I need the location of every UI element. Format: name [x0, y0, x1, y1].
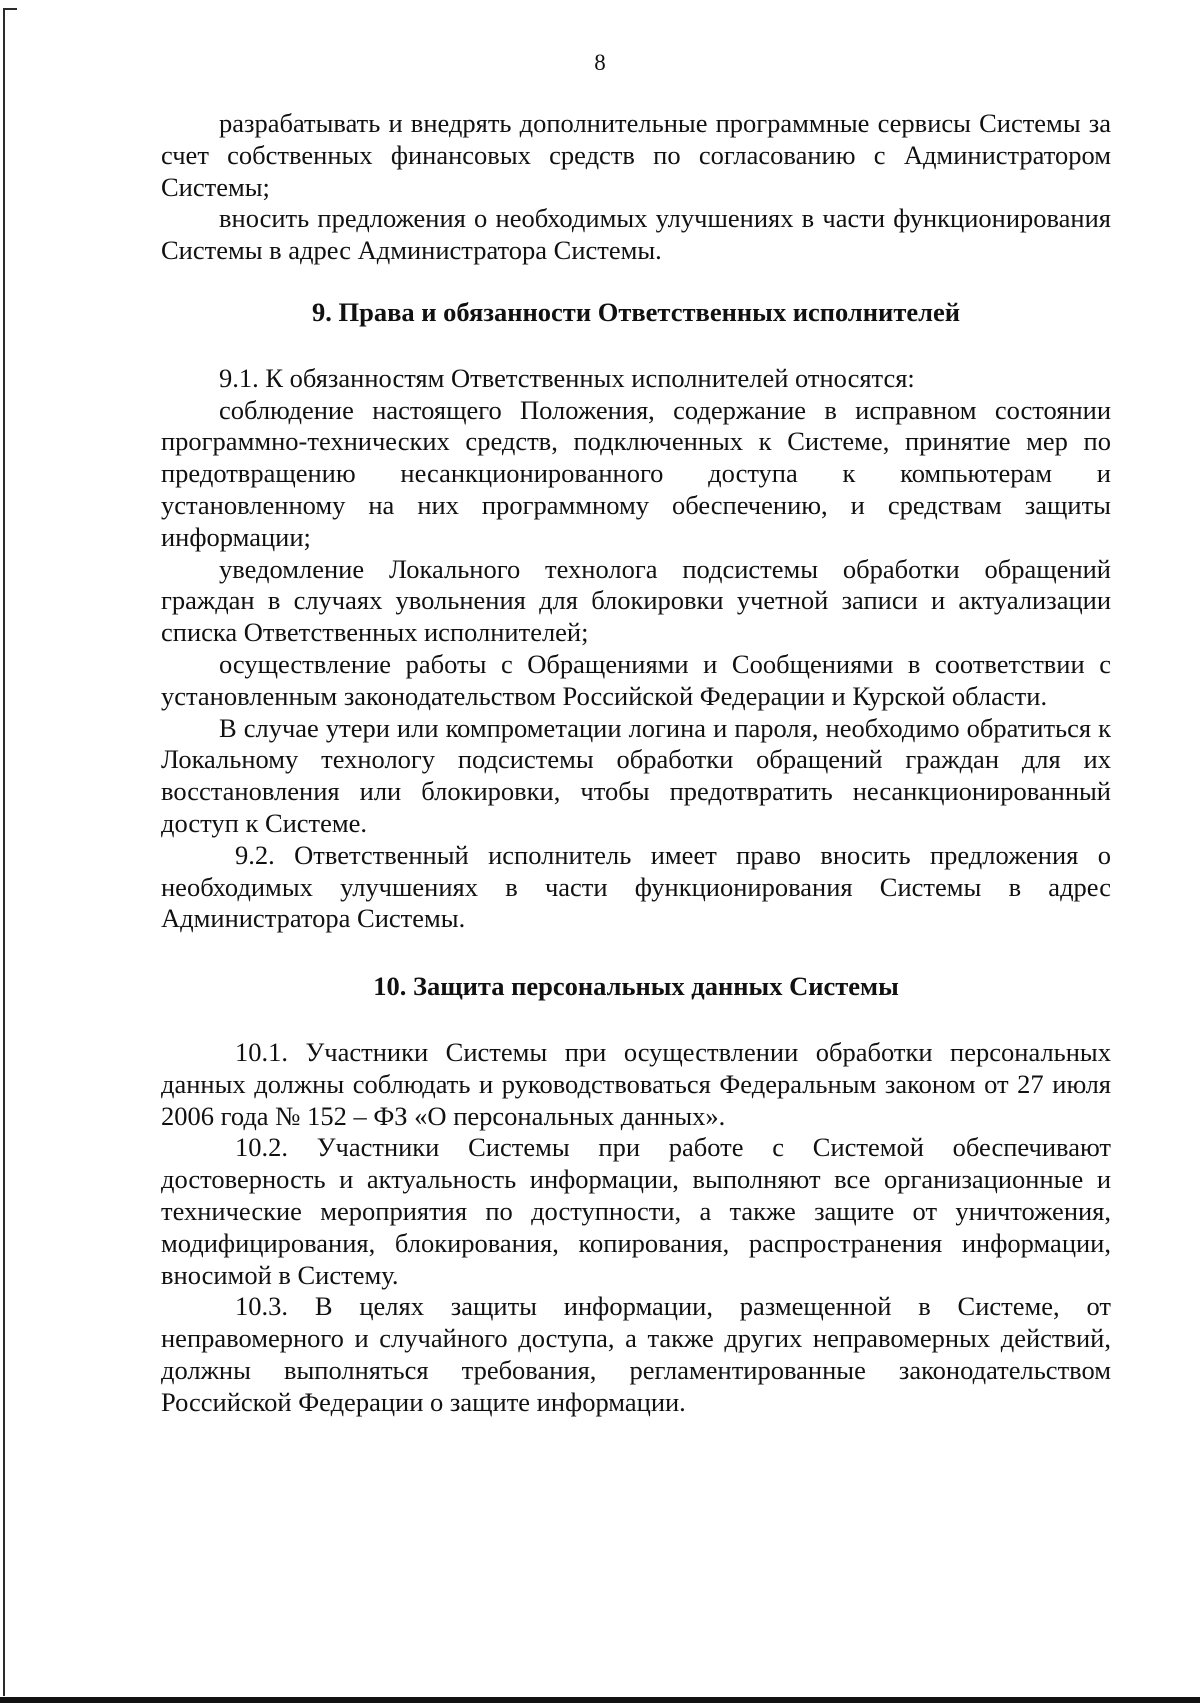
paragraph: соблюдение настоящего Положения, содержание в исправном состоянии программно-технических средств, подключенных к Системе, принятие мер по предотвращению несанкционированного доступа к компьютерам и установленному на них программному обеспечению, и средствам защиты информации; — [161, 394, 1111, 552]
page-number: 8 — [594, 50, 606, 75]
paragraph: 10.3. В целях защиты информации, размещенной в Системе, от неправомерного и случайного доступа, а также других неправомерных действий, должны выполняться требования, регламентированные законодательством Российской Федерации о защите информации. — [161, 1291, 1111, 1417]
paragraph: 9.1. К обязанностям Ответственных исполнителей относятся: — [219, 362, 915, 393]
paragraph: разрабатывать и внедрять дополнительные программные сервисы Системы за счет собственных финансовых средств по согласованию с Администратором Системы; — [161, 108, 1111, 202]
scan-edge-left — [3, 8, 5, 1696]
paragraph: уведомление Локального технолога подсистемы обработки обращений граждан в случаях увольнения для блокировки учетной записи и актуализации списка Ответственных исполнителей; — [161, 553, 1111, 648]
scan-edge-bottom — [0, 1697, 1200, 1703]
paragraph: вносить предложения о необходимых улучшениях в части функционирования Системы в адрес Администратора Системы. — [161, 203, 1111, 266]
section-9-heading: 9. Права и обязанности Ответственных исполнителей — [312, 296, 960, 327]
paragraph: 9.2. Ответственный исполнитель имеет право вносить предложения о необходимых улучшениях в части функционирования Системы в адрес Администратора Системы. — [161, 839, 1111, 934]
document-body — [161, 108, 1111, 1418]
scan-edge-top — [3, 8, 17, 10]
section-10-heading: 10. Защита персональных данных Системы — [373, 971, 899, 1002]
paragraph: 10.2. Участники Системы при работе с Системой обеспечивают достоверность и актуальность информации, выполняют все организационные и технические мероприятия по доступности, а также защите от уничтожения, модифицирования, блокирования, копирования, распространения информации, вносимой в Систему. — [161, 1132, 1111, 1290]
paragraph: 10.1. Участники Системы при осуществлении обработки персональных данных должны соблюдать и руководствоваться Федеральным законом от 27 июля 2006 года № 152 – ФЗ «О персональных данных». — [161, 1036, 1111, 1131]
paragraph: осуществление работы с Обращениями и Сообщениями в соответствии с установленным законодательством Российской Федерации и Курской области. — [161, 648, 1111, 711]
paragraph: В случае утери или компрометации логина и пароля, необходимо обратиться к Локальному технологу подсистемы обработки обращений граждан для их восстановления или блокировки, чтобы предотвратить несанкционированный доступ к Системе. — [161, 712, 1111, 838]
